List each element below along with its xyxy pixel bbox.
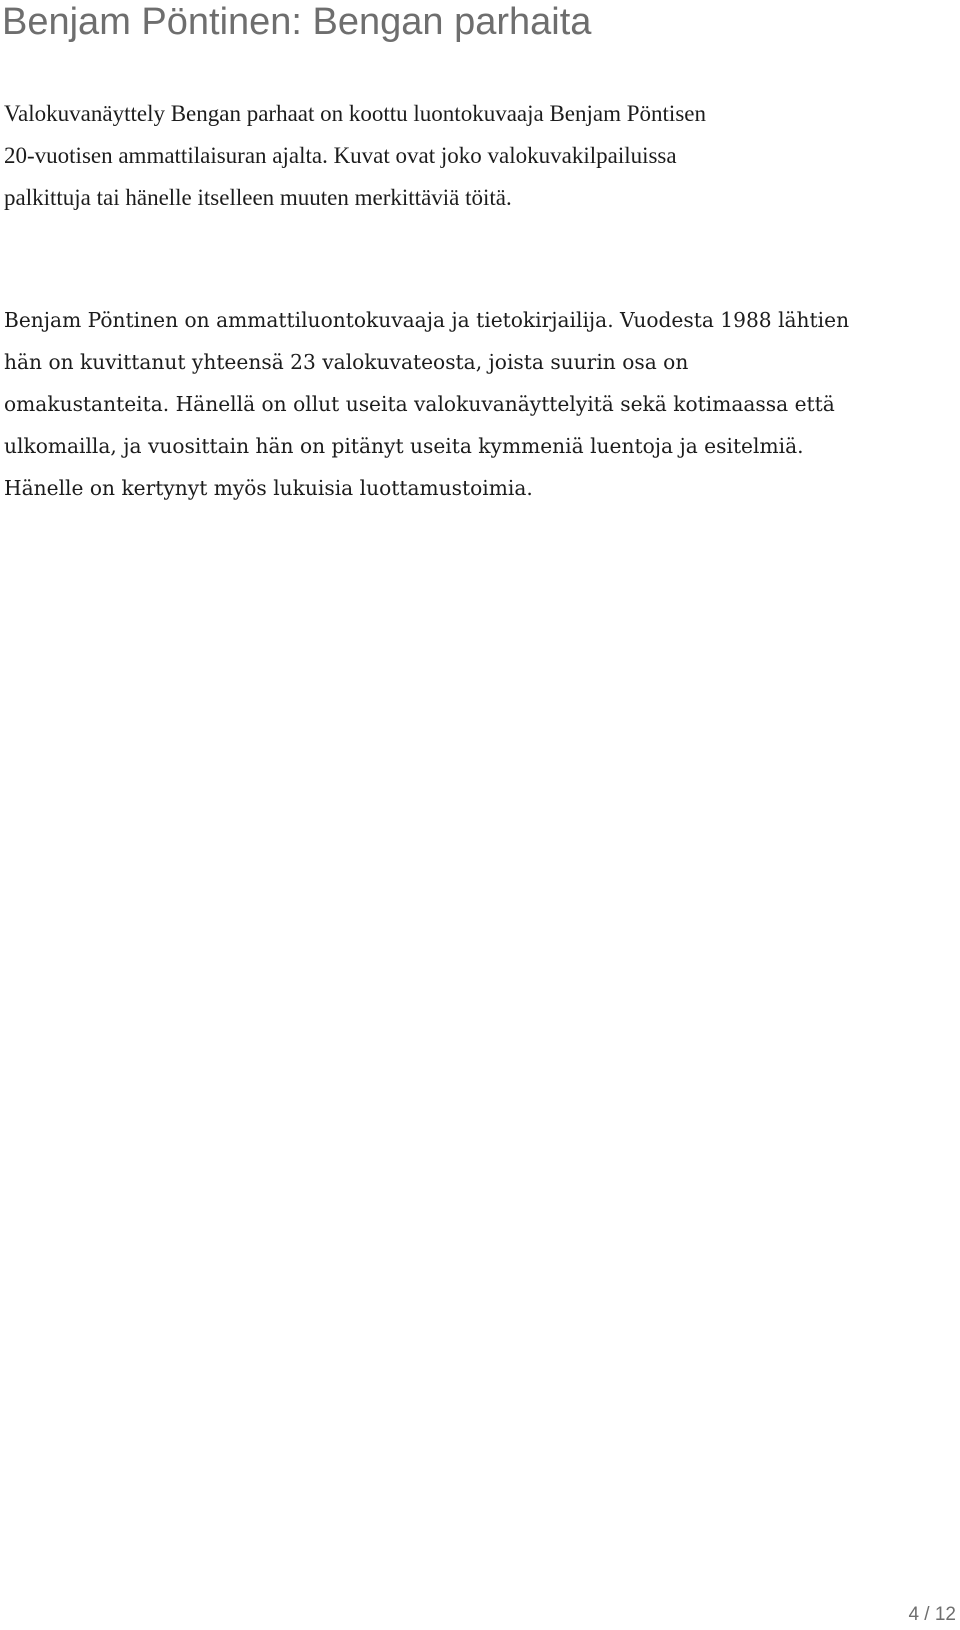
biography-paragraph: Benjam Pöntinen on ammattiluontokuvaaja ja tietokirjailija. Vuodesta 1988 lähtien hän on kuvittanut yhteensä 23 valokuvateosta, joista suurin osa on omakustanteita. Hänellä on ollut useita valokuvanäyttelyitä sekä kotimaassa että ulkomailla, ja vuosittain hän on pitänyt useita kymmeniä luentoja ja esitelmiä. Hänelle on kertynyt myös lukuisia luottamustoimia. — [4, 308, 850, 500]
intro-paragraph: Valokuvanäyttely Bengan parhaat on koottu luontokuvaaja Benjam Pöntisen 20-vuotisen ammattilaisuran ajalta. Kuvat ovat joko valokuvakilpailuissa palkittuja tai hänelle itselleen muuten merkittäviä töitä. — [4, 101, 706, 210]
page-title: Benjam Pöntinen: Bengan parhaita — [2, 1, 592, 43]
page-number: 4 / 12 — [908, 1604, 956, 1625]
